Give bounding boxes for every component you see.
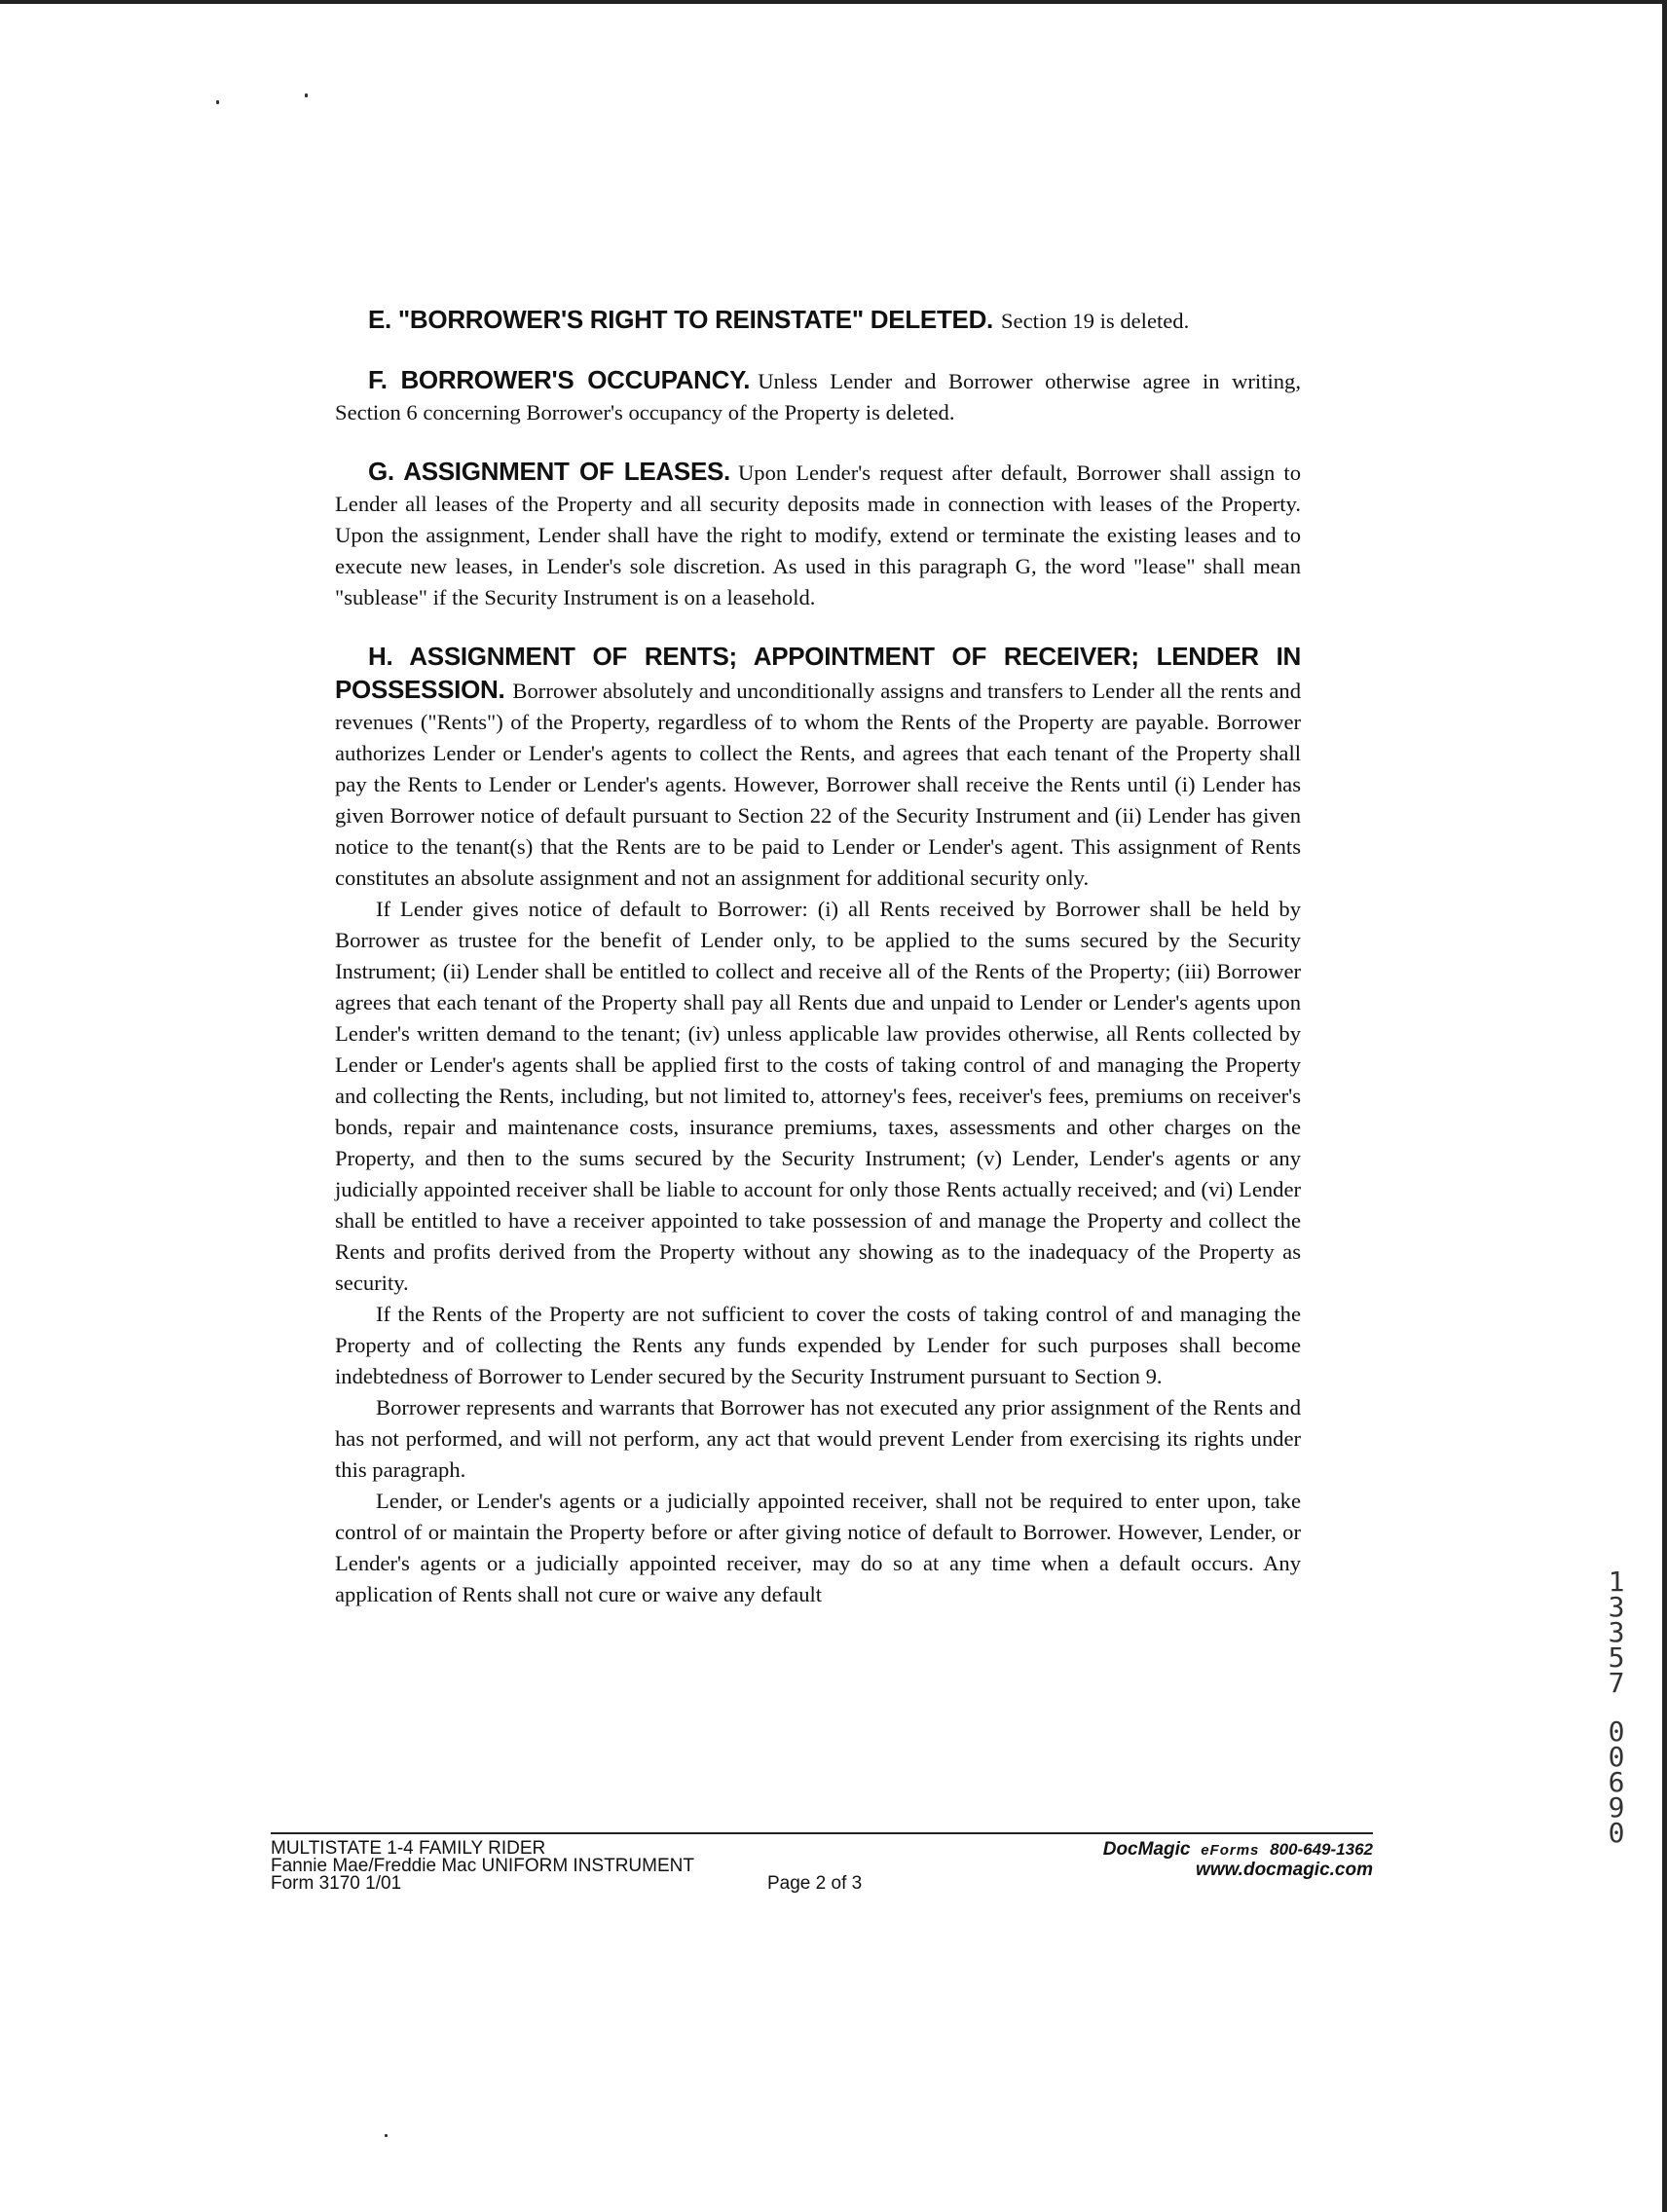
page-footer [271,1832,1373,1894]
section-h-heading: H. ASSIGNMENT OF RENTS; APPOINTMENT OF RECEIVER; LENDER IN POSSESSION. [335,642,1301,704]
section-h-paragraph-4: Borrower represents and warrants that Borrower has not executed any prior assignment of the Rents and has not performed, and will not perform, any act that would prevent Lender from exercising its rights under this paragraph. [335,1395,1301,1482]
stamp-digit: 0 [1608,1741,1625,1773]
form-title: MULTISTATE 1-4 FAMILY RIDER [271,1838,546,1859]
section-g-paragraph [335,456,1301,613]
vendor-logo-mark: eForms [1201,1842,1260,1859]
section-h-paragraph [335,641,1301,894]
page-number: Page 2 of 3 [767,1873,863,1894]
section-e-paragraph [335,304,1301,337]
section-f-text: Unless Lender and Borrower otherwise agree in writing, Section 6 concerning Borrower's occupancy of the Property is deleted. [335,369,1301,424]
stamp-digit: 1 [1608,1566,1625,1598]
section-h-paragraph-3: If the Rents of the Property are not sufficient to cover the costs of taking control of and managing the Property and of collecting the Rents any funds expended by Lender for such purposes shall become indebtedness of Borrower to Lender secured by the Security Instrument pursuant to Section 9. [335,1302,1301,1388]
section-f-paragraph [335,364,1301,428]
stamp-digit: 0 [1608,1715,1625,1748]
stamp-digit: 3 [1608,1591,1625,1623]
stamp-digit: 0 [1608,1817,1625,1849]
section-h-paragraph-2: If Lender gives notice of default to Borrower: (i) all Rents received by Borrower shall be held by Borrower as trustee for the benefit of Lender only, to be applied to the sums secured by the Security Instrument; (ii) Lender shall be entitled to collect and receive all of the Rents of the Property; (iii) Borrower agrees that each tenant of the Property shall pay all Rents due and unpaid to Lender or Lender's agents upon Lender's written demand to the tenant; (iv) unless applicable law provides otherwise, all Rents collected by Lender or Lender's agents shall be applied first to the costs of taking control of and managing the Property and collecting the Rents, including, but not limited to, attorney's fees, receiver's fees, premiums on receiver's bonds, repair and maintenance costs, insurance premiums, taxes, assessments and other charges on the Property, and then to the sums secured by the Security Instrument; (v) Lender, Lender's agents or any judicially appointed receiver shall be liable to account for only those Rents actually received; and (vi) Lender shall be entitled to have a receiver appointed to take possession of and manage the Property and collect the Rents and profits derived from the Property without any showing as to the inadequacy of the Property as security. [335,897,1301,1295]
scan-edge-right [1662,0,1667,2212]
stamp-digit: 7 [1608,1667,1625,1699]
document-number-stamp [1597,1566,1636,1849]
form-number: Form 3170 1/01 [271,1873,402,1894]
vendor-info [1103,1840,1373,1880]
section-g [335,456,1301,613]
section-g-text: Upon Lender's request after default, Borrower shall assign to Lender all leases of the Property and all security deposits made in connection with leases of the Property. Upon the assignment, Lender shall have the right to modify, extend or terminate the existing leases and to execute new leases, in Lender's sole discretion. As used in this paragraph G, the word "lease" shall mean "sublease" if the Security Instrument is on a leasehold. [335,461,1302,609]
scan-speck [305,93,308,97]
vendor-website: www.docmagic.com [1196,1860,1373,1880]
form-identification [271,1840,694,1893]
vendor-phone: 800-649-1362 [1270,1840,1373,1859]
stamp-digit: 9 [1608,1791,1625,1824]
section-f [335,364,1301,428]
scan-speck [216,100,219,104]
document-body [335,304,1301,1610]
stamp-digit: 3 [1608,1616,1625,1648]
section-g-heading: G. ASSIGNMENT OF LEASES. [368,457,730,486]
section-e-text: Section 19 is deleted. [1000,309,1190,333]
section-f-heading: F. BORROWER'S OCCUPANCY. [368,365,751,394]
scan-edge-top [0,0,1667,4]
stamp-digit: 5 [1608,1641,1625,1674]
section-h [335,641,1301,1610]
section-e [335,304,1301,337]
form-instrument: Fannie Mae/Freddie Mac UNIFORM INSTRUMENT [271,1856,694,1876]
vendor-brand: DocMagic [1102,1839,1191,1860]
section-h-paragraph-5: Lender, or Lender's agents or a judicially appointed receiver, shall not be required to enter upon, take control of or maintain the Property before or after giving notice of default to Borrower. However, Lender, or Lender's agents or a judicially appointed receiver, may do so at any time when a default occurs. Any application of Rents shall not cure or waive any default [335,1489,1301,1606]
section-e-heading: E. "BORROWER'S RIGHT TO REINSTATE" DELETED. [368,305,993,334]
scan-speck [385,2134,388,2137]
stamp-digit: 6 [1608,1766,1625,1798]
section-h-text: Borrower absolutely and unconditionally assigns and transfers to Lender all the rents and revenues ("Rents") of the Property, regardless of to whom the Rents of the Property are payable. Borrower authorizes Lender or Lender's agents to collect the Rents, and agrees that each tenant of the Property shall pay the Rents to Lender or Lender's agents. However, Borrower shall receive the Rents until (i) Lender has given Borrower notice of default pursuant to Section 22 of the Security Instrument and (ii) Lender has given notice to the tenant(s) that the Rents are to be paid to Lender or Lender's agent. This assignment of Rents constitutes an absolute assignment and not an assignment for additional security only. [335,679,1301,890]
